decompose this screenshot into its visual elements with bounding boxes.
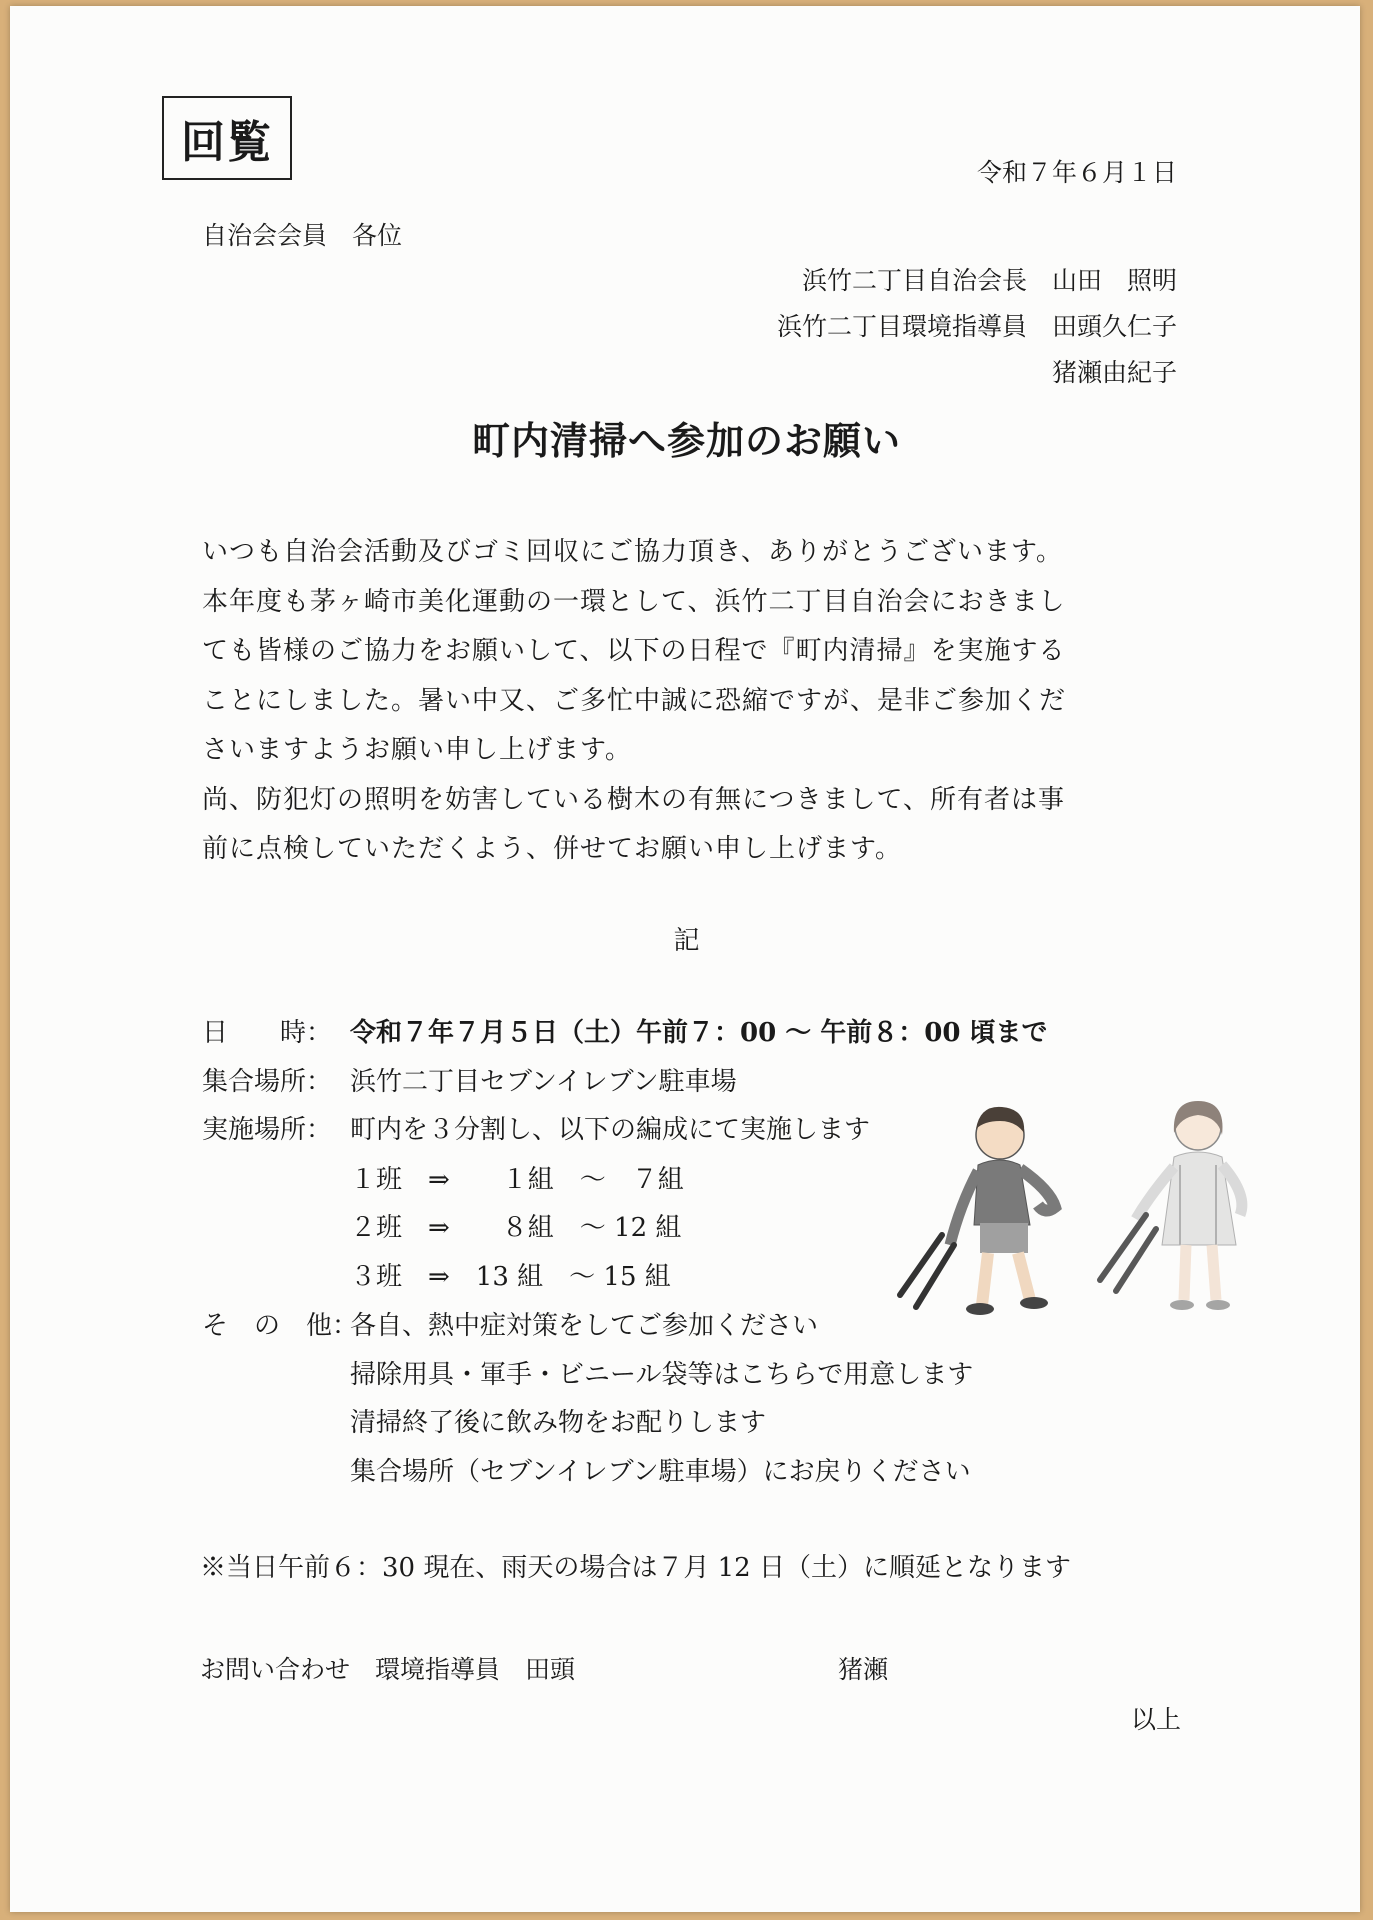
body-line: 本年度も茅ヶ崎市美化運動の一環として、浜竹二丁目自治会におきまし bbox=[202, 586, 1066, 617]
group-row: ２班 ⇒ ８組 ～ 12 組 bbox=[350, 1213, 682, 1243]
other-item: 集合場所（セブンイレブン駐車場）にお戻りください bbox=[350, 1457, 971, 1487]
document-date: 令和７年６月１日 bbox=[976, 158, 1177, 187]
other-item: 掃除用具・軍手・ビニール袋等はこちらで用意します bbox=[350, 1360, 974, 1390]
other-item: 清掃終了後に飲み物をお配りします bbox=[350, 1408, 767, 1438]
body-line: 尚、防犯灯の照明を妨害している樹木の有無につきまして、所有者は事 bbox=[202, 784, 1065, 815]
document-title: 町内清掃へ参加のお願い bbox=[471, 418, 901, 463]
other-label: そ の 他： bbox=[202, 1311, 359, 1341]
ki-heading: 記 bbox=[673, 926, 700, 956]
meeting-label: 集合場所： bbox=[202, 1067, 333, 1097]
other-item: 各自、熱中症対策をしてご参加ください bbox=[350, 1311, 819, 1341]
datetime-value: 令和７年７月５日（土）午前７：00 ～ 午前８：00 頃まで bbox=[350, 1018, 1048, 1048]
body-line: ても皆様のご協力をお願いして、以下の日程で『町内清掃』を実施する bbox=[202, 636, 1066, 666]
body-line: ことにしました。暑い中又、ご多忙中誠に恐縮ですが、是非ご参加くだ bbox=[202, 685, 1067, 716]
rain-note: ※当日午前６：30 現在、雨天の場合は７月 12 日（土）に順延となります bbox=[200, 1553, 1071, 1583]
closing-ijo: 以上 bbox=[1130, 1705, 1181, 1734]
sender-2: 浜竹二丁目環境指導員 田頭久仁子 bbox=[776, 312, 1177, 341]
kairan-stamp: 回覧 bbox=[162, 96, 292, 180]
group-row: １班 ⇒ １組 ～ ７組 bbox=[350, 1165, 684, 1195]
boy-figure bbox=[900, 1107, 1055, 1315]
cleaning-children-illustration bbox=[880, 1095, 1280, 1335]
girl-figure bbox=[1100, 1101, 1242, 1310]
body-line: いつも自治会活動及びゴミ回収にご協力頂き、ありがとうございます。 bbox=[202, 537, 1063, 567]
datetime-label: 日 時： bbox=[202, 1018, 333, 1048]
sender-1: 浜竹二丁目自治会長 山田 照明 bbox=[801, 266, 1177, 295]
body-line: 前に点検していただくよう、併せてお願い申し上げます。 bbox=[202, 834, 902, 864]
place-value: 町内を３分割し、以下の編成にて実施します bbox=[350, 1115, 871, 1145]
body-line: さいますようお願い申し上げます。 bbox=[202, 735, 632, 765]
group-row: ３班 ⇒ 13 組 ～ 15 組 bbox=[350, 1262, 671, 1292]
place-label: 実施場所： bbox=[202, 1115, 333, 1145]
addressee: 自治会会員 各位 bbox=[202, 221, 403, 250]
meeting-value: 浜竹二丁目セブンイレブン駐車場 bbox=[350, 1067, 737, 1097]
contact-name-2: 猪瀬 bbox=[838, 1655, 889, 1684]
sender-3: 猪瀬由紀子 bbox=[1051, 358, 1177, 387]
body-text bbox=[202, 528, 1182, 875]
contact-label: お問い合わせ 環境指導員 田頭 bbox=[200, 1655, 576, 1684]
